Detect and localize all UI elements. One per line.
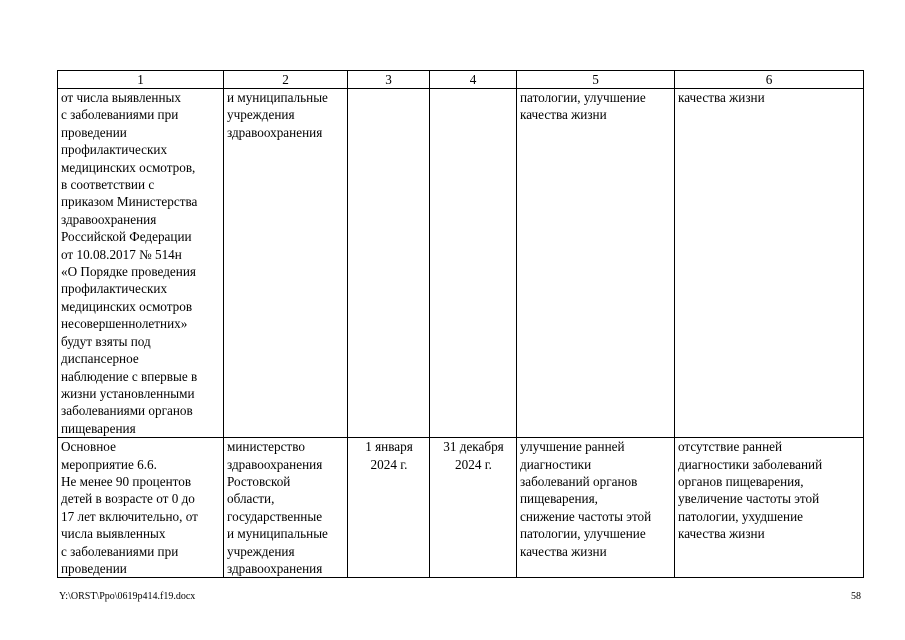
program-table bbox=[57, 70, 864, 578]
table-row bbox=[58, 438, 864, 578]
column-header-1: 1 bbox=[58, 71, 224, 89]
end-date-cell bbox=[430, 89, 517, 438]
consequences-cell: качества жизни bbox=[675, 89, 864, 438]
header-row bbox=[58, 71, 864, 89]
expected-result-cell: улучшение ранней диагностики заболеваний органов пищеварения, снижение частоты этой патологии, улучшение качества жизни bbox=[517, 438, 675, 578]
measure-cell: Основное мероприятие 6.6. Не менее 90 процентов детей в возрасте от 0 до 17 лет включительно, от числа выявленных с заболеваниями при проведении bbox=[58, 438, 224, 578]
column-header-2: 2 bbox=[224, 71, 348, 89]
column-header-5: 5 bbox=[517, 71, 675, 89]
page-number: 58 bbox=[851, 591, 861, 602]
column-header-4: 4 bbox=[430, 71, 517, 89]
column-header-3: 3 bbox=[348, 71, 430, 89]
end-date-cell: 31 декабря 2024 г. bbox=[430, 438, 517, 578]
measure-cell: от числа выявленных с заболеваниями при проведении профилактических медицинских осмотров, в соответствии с приказом Министерства здравоохранения Российской Федерации от 10.08.2017 № 514н «О Порядке проведения профилактических медицинских осмотров несовершеннолетних» будут взяты под диспансерное наблюдение с впервые в жизни установленными заболеваниями органов пищеварения bbox=[58, 89, 224, 438]
executor-cell: и муниципальные учреждения здравоохранения bbox=[224, 89, 348, 438]
executor-cell: министерство здравоохранения Ростовской области, государственные и муниципальные учреждения здравоохранения bbox=[224, 438, 348, 578]
footer-file-path: Y:\ORST\Ppo\0619p414.f19.docx bbox=[59, 591, 196, 602]
consequences-cell: отсутствие ранней диагностики заболеваний органов пищеварения, увеличение частоты этой патологии, ухудшение качества жизни bbox=[675, 438, 864, 578]
start-date-cell bbox=[348, 89, 430, 438]
start-date-cell: 1 января 2024 г. bbox=[348, 438, 430, 578]
table-row bbox=[58, 89, 864, 438]
expected-result-cell: патологии, улучшение качества жизни bbox=[517, 89, 675, 438]
column-header-6: 6 bbox=[675, 71, 864, 89]
